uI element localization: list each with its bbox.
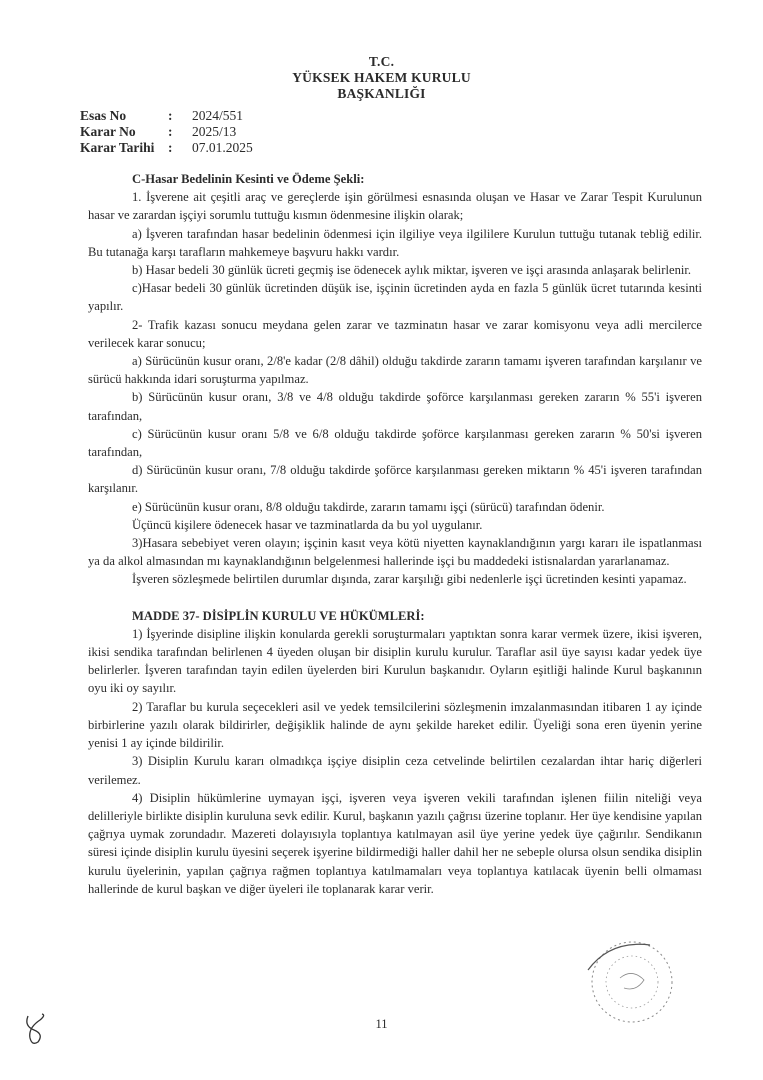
meta-tarih-row [80, 140, 253, 156]
meta-colon: : [168, 124, 173, 139]
paragraph: b) Hasar bedeli 30 günlük ücreti geçmiş ise ödenecek aylık miktar, işveren ve işçi arasında anlaşarak belirlenir. [132, 263, 692, 278]
meta-karar-row [80, 124, 236, 140]
header-tc: T.C. [368, 54, 395, 69]
paragraph: d) Sürücünün kusur oranı, 7/8 olduğu takdirde şoförce karşılanması gereken miktarın % 45'i işveren tarafından karşılanır. [88, 463, 702, 496]
paragraph: 1) İşyerinde disipline ilişkin konularda gerekli soruşturmaları yaptıktan sonra karar vermek üzere, ikisi işveren, ikisi sendika tarafından belirlenen 4 üyeden oluşan bir disiplin kurulu kurulur. Taraflar asil üye sayısı kadar yedek üye belirlerler. İşveren tarafından tayin edilen üyelerden biri Kurulun başkanıdır. Oyların eşitliği halinde Kurul başkanının oyu iki oy sayılır. [88, 626, 702, 696]
paragraph: 4) Disiplin hükümlerine uymayan işçi, işveren veya işveren vekili tarafından işlenen fiilin niteliği veya delilleriyle birlikte disiplin kuruluna sevk edilir. Kurul, başkanın yazılı çağrısı üzerine toplanır. Her üye kendisine yapılan çağrıya uymak zorundadır. Mazereti dolayısıyla toplantıya katılmayan asil üye yerine yedek üye çağırılır. Sendikanın süresi içinde disiplin kurulu üyesini seçerek işyerine bildirmediği haller dahil her ne sebeple olursa olsun sendika disiplin kurulu üyelerinin, yapılan çağrıya rağmen toplantıya katılmamaları veya toplantıya katılacak üyenin belli olmaması hallerinde de kurul başkan ve diğer üyeleri ile toplanarak karar verir. [88, 790, 702, 896]
meta-value: 2024/551 [192, 108, 244, 123]
meta-label: Esas No [80, 108, 127, 123]
document-body [88, 170, 702, 898]
official-stamp-icon [570, 930, 690, 1025]
paragraph: İşveren sözleşmede belirtilen durumlar dışında, zarar karşılığı gibi nedenlerle işçi ücretinden kesinti yapamaz. [132, 572, 687, 587]
paragraph: a) İşveren tarafından hasar bedelinin ödenmesi için ilgiliye veya ilgililere Kurulun tuttuğu tutanak tebliğ edilir. Bu tutanağa karşı tarafların mahkemeye başvuru hakkı vardır. [88, 226, 702, 259]
page-number: 11 [375, 1017, 388, 1031]
paragraph: 3) Disiplin Kurulu kararı olmadıkça işçiye disiplin ceza cetvelinde belirtilen cezalardan ihtar hariç diğerleri verilemez. [88, 754, 702, 787]
header-institution: YÜKSEK HAKEM KURULU [292, 70, 471, 85]
paragraph: 3)Hasara sebebiyet veren olayın; işçinin kasıt veya kötü niyetten kaynaklandığının yargı kararı ile ispatlanması ya da alkol almasından mı kaynaklandığının belgelenmesi hallerinde işçi bu maddedeki istisnalardan yararlanamaz. [88, 536, 702, 569]
paragraph: c) Sürücünün kusur oranı 5/8 ve 6/8 olduğu takdirde şoförce karşılanması gereken zararın % 50'si işveren tarafından, [88, 426, 702, 460]
paragraph: Üçüncü kişilere ödenecek hasar ve tazminatlarda da bu yol uygulanır. [132, 517, 483, 532]
meta-label: Karar No [80, 124, 136, 139]
paragraph: b) Sürücünün kusur oranı, 3/8 ve 4/8 olduğu takdirde şoförce karşılanması gereken zararın % 55'i işveren tarafından, [88, 390, 702, 423]
meta-value: 07.01.2025 [192, 140, 253, 155]
section-c-title: C-Hasar Bedelinin Kesinti ve Ödeme Şekli: [132, 172, 365, 186]
paragraph: c)Hasar bedeli 30 günlük ücretinden düşük ise, işçinin ücretinden ayda en fazla 5 günlük ücret tutarında kesinti yapılır. [88, 281, 702, 314]
paragraph: e) Sürücünün kusur oranı, 8/8 olduğu takdirde, zararın tamamı işçi (sürücü) tarafından ödenir. [132, 499, 605, 514]
paragraph: a) Sürücünün kusur oranı, 2/8'e kadar (2/8 dâhil) olduğu takdirde zararın tamamı işveren tarafından karşılanır ve sürücü hakkında idari soruşturma yapılmaz. [88, 354, 702, 387]
section-gap [88, 589, 702, 607]
meta-esas-row [80, 108, 243, 124]
header-department: BAŞKANLIĞI [337, 86, 426, 101]
madde-37-title: MADDE 37- DİSİPLİN KURULU VE HÜKÜMLERİ: [132, 608, 425, 623]
meta-colon: : [168, 140, 173, 155]
paragraph: 1. İşverene ait çeşitli araç ve gereçlerde işin görülmesi esnasında oluşan ve Hasar ve Zarar Tespit Kurulunun hasar ve zarardan işçiyi sorumlu tuttuğu kısmın ödenmesine ilişkin olarak; [88, 190, 702, 223]
paragraph: 2- Trafik kazası sonucu meydana gelen zarar ve tazminatın hasar ve zarar komisyonu veya adli mercilerce verilecek karar sonucu; [88, 317, 702, 350]
meta-colon: : [168, 108, 173, 123]
meta-value: 2025/13 [192, 124, 237, 139]
paragraph: 2) Taraflar bu kurula seçecekleri asil ve yedek temsilcilerini sözleşmenin imzalanmasından itibaren 1 ay içinde birbirlerine yazılı olarak bildirirler, değişiklik halinde de aynı şekilde hareket edilir. Üyeliği sona eren üyenin yerine yenisi 1 ay içinde bildirilir. [88, 699, 702, 751]
meta-label: Karar Tarihi [80, 140, 155, 155]
